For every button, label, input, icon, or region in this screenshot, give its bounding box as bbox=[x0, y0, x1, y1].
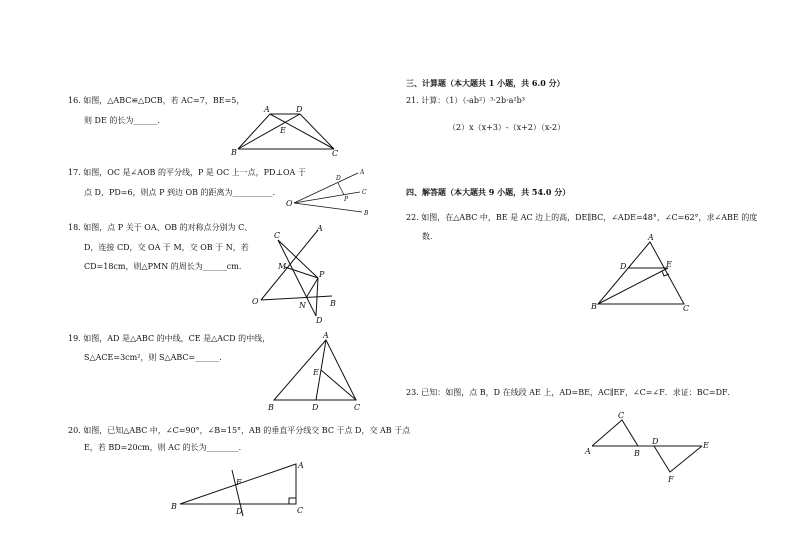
q23-label-f: F bbox=[668, 475, 674, 484]
q19-median-ce bbox=[321, 370, 356, 400]
q16-line2: 则 DE 的长为______． bbox=[84, 116, 166, 125]
q23-label-c: C bbox=[618, 411, 625, 420]
q17-segment-pd bbox=[338, 183, 344, 195]
q18-ray-ob bbox=[261, 296, 332, 300]
q19-label-a: A bbox=[323, 331, 329, 340]
q20-label-c: C bbox=[297, 506, 304, 515]
q17-ray-oa bbox=[294, 173, 358, 203]
q22-figure bbox=[588, 232, 694, 312]
q18-label-d: D bbox=[316, 316, 323, 325]
q17-label-c: C bbox=[362, 189, 367, 196]
q20-label-f: F bbox=[236, 478, 242, 487]
q18-label-c: C bbox=[274, 231, 281, 240]
q18-line2: D，连接 CD，交 OA 于 M，交 OB 于 N，若 bbox=[84, 243, 249, 252]
q17-label-b: B bbox=[364, 210, 369, 217]
q19-line2: S△ACE=3cm²，则 S△ABC=______. bbox=[84, 353, 222, 362]
q19-label-e: E bbox=[313, 368, 319, 377]
q17-ray-oc bbox=[294, 192, 360, 203]
q19-label-b: B bbox=[268, 403, 274, 412]
q20-label-b: B bbox=[171, 502, 177, 511]
q18-segment-cd bbox=[278, 240, 316, 316]
q19-label-d: D bbox=[312, 403, 319, 412]
q18-label-a: A bbox=[317, 224, 323, 233]
q21-line1: 21. 计算：（1）（-ab²）³·2b·a²b³ bbox=[406, 96, 525, 105]
q20-right-angle-mark bbox=[289, 498, 296, 504]
q20-label-a: A bbox=[298, 461, 304, 470]
q18-label-n: N bbox=[299, 301, 306, 310]
q22-label-d: D bbox=[620, 262, 627, 271]
q20-label-d: D bbox=[236, 507, 243, 516]
q23-figure bbox=[582, 408, 714, 486]
q16-line1: 16. 如图，△ABC≌△DCB，若 AC=7，BE=5， bbox=[68, 96, 245, 105]
q16-figure bbox=[228, 102, 346, 158]
q16-triangle-dcb bbox=[238, 114, 334, 149]
q18-figure bbox=[250, 222, 350, 326]
q18-segment-mp bbox=[285, 267, 318, 278]
q22-label-e: E bbox=[666, 260, 672, 269]
q20-line2: E，若 BD=20cm，则 AC 的长为________. bbox=[84, 443, 242, 452]
q19-label-c: C bbox=[354, 403, 361, 412]
q18-segment-np bbox=[306, 278, 318, 298]
q23-label-e: E bbox=[703, 441, 709, 450]
q20-figure bbox=[168, 456, 316, 518]
q19-line1: 19. 如图，AD 是△ABC 的中线，CE 是△ACD 的中线， bbox=[68, 334, 271, 343]
q18-ray-oa bbox=[261, 230, 318, 300]
q16-label-c: C bbox=[332, 149, 339, 158]
q22-altitude-be bbox=[598, 268, 668, 304]
q18-line1: 18. 如图，点 P 关于 OA、OB 的对称点分别为 C、 bbox=[68, 223, 253, 232]
q17-ray-ob bbox=[294, 203, 362, 212]
q21-line2: （2）x（x+3）-（x+2）（x-2） bbox=[448, 123, 566, 132]
q18-line3: CD=18cm，则△PMN 的周长为______cm. bbox=[84, 262, 242, 271]
q17-figure bbox=[286, 165, 372, 217]
q23-label-a: A bbox=[585, 447, 591, 456]
q22-triangle-abc bbox=[598, 242, 684, 304]
q16-label-e: E bbox=[280, 126, 286, 135]
q22-label-a: A bbox=[648, 233, 654, 242]
q22-line1: 22. 如图，在△ABC 中，BE 是 AC 边上的高，DE∥BC，∠ADE=48°，∠C=62°，求∠ABE 的度 bbox=[406, 213, 758, 222]
q17-label-a: A bbox=[360, 169, 365, 176]
q23-label-d: D bbox=[652, 437, 659, 446]
q23-triangle-dfe bbox=[654, 446, 702, 472]
section-3-heading: 三、计算题（本大题共 1 小题，共 6.0 分） bbox=[406, 78, 565, 88]
q23-triangle-acb bbox=[592, 420, 638, 446]
q18-label-o: O bbox=[252, 297, 259, 306]
q19-figure bbox=[264, 330, 368, 414]
q17-line1: 17. 如图，OC 是∠AOB 的平分线，P 是 OC 上一点，PD⊥OA 于 bbox=[68, 168, 306, 177]
q16-label-a: A bbox=[264, 105, 270, 114]
q16-label-b: B bbox=[231, 148, 237, 157]
q23-line1: 23. 已知：如图，点 B，D 在线段 AE 上，AD=BE，AC∥EF，∠C=∠F．求证：BC=DF． bbox=[406, 388, 736, 397]
section-4-heading: 四、解答题（本大题共 9 小题，共 54.0 分） bbox=[406, 187, 571, 197]
q20-line1: 20. 如图，已知△ABC 中，∠C=90°，∠B=15°，AB 的垂直平分线交 BC 于点 D，交 AB 于点 bbox=[68, 426, 411, 435]
q17-label-o: O bbox=[286, 199, 293, 208]
q17-line2: 点 D，PD=6，则点 P 到边 OB 的距离为__________. bbox=[84, 188, 276, 197]
q22-label-b: B bbox=[591, 302, 597, 311]
q17-label-p: P bbox=[344, 196, 349, 203]
q23-label-b: B bbox=[634, 449, 640, 458]
q18-label-b: B bbox=[330, 299, 336, 308]
q16-label-d: D bbox=[296, 105, 303, 114]
q18-label-m: M bbox=[278, 262, 287, 271]
q17-label-d: D bbox=[336, 175, 341, 182]
q22-label-c: C bbox=[683, 304, 690, 312]
q22-line2: 数． bbox=[422, 232, 438, 241]
q16-triangle-abc bbox=[238, 114, 334, 149]
q18-label-p: P bbox=[319, 270, 325, 279]
